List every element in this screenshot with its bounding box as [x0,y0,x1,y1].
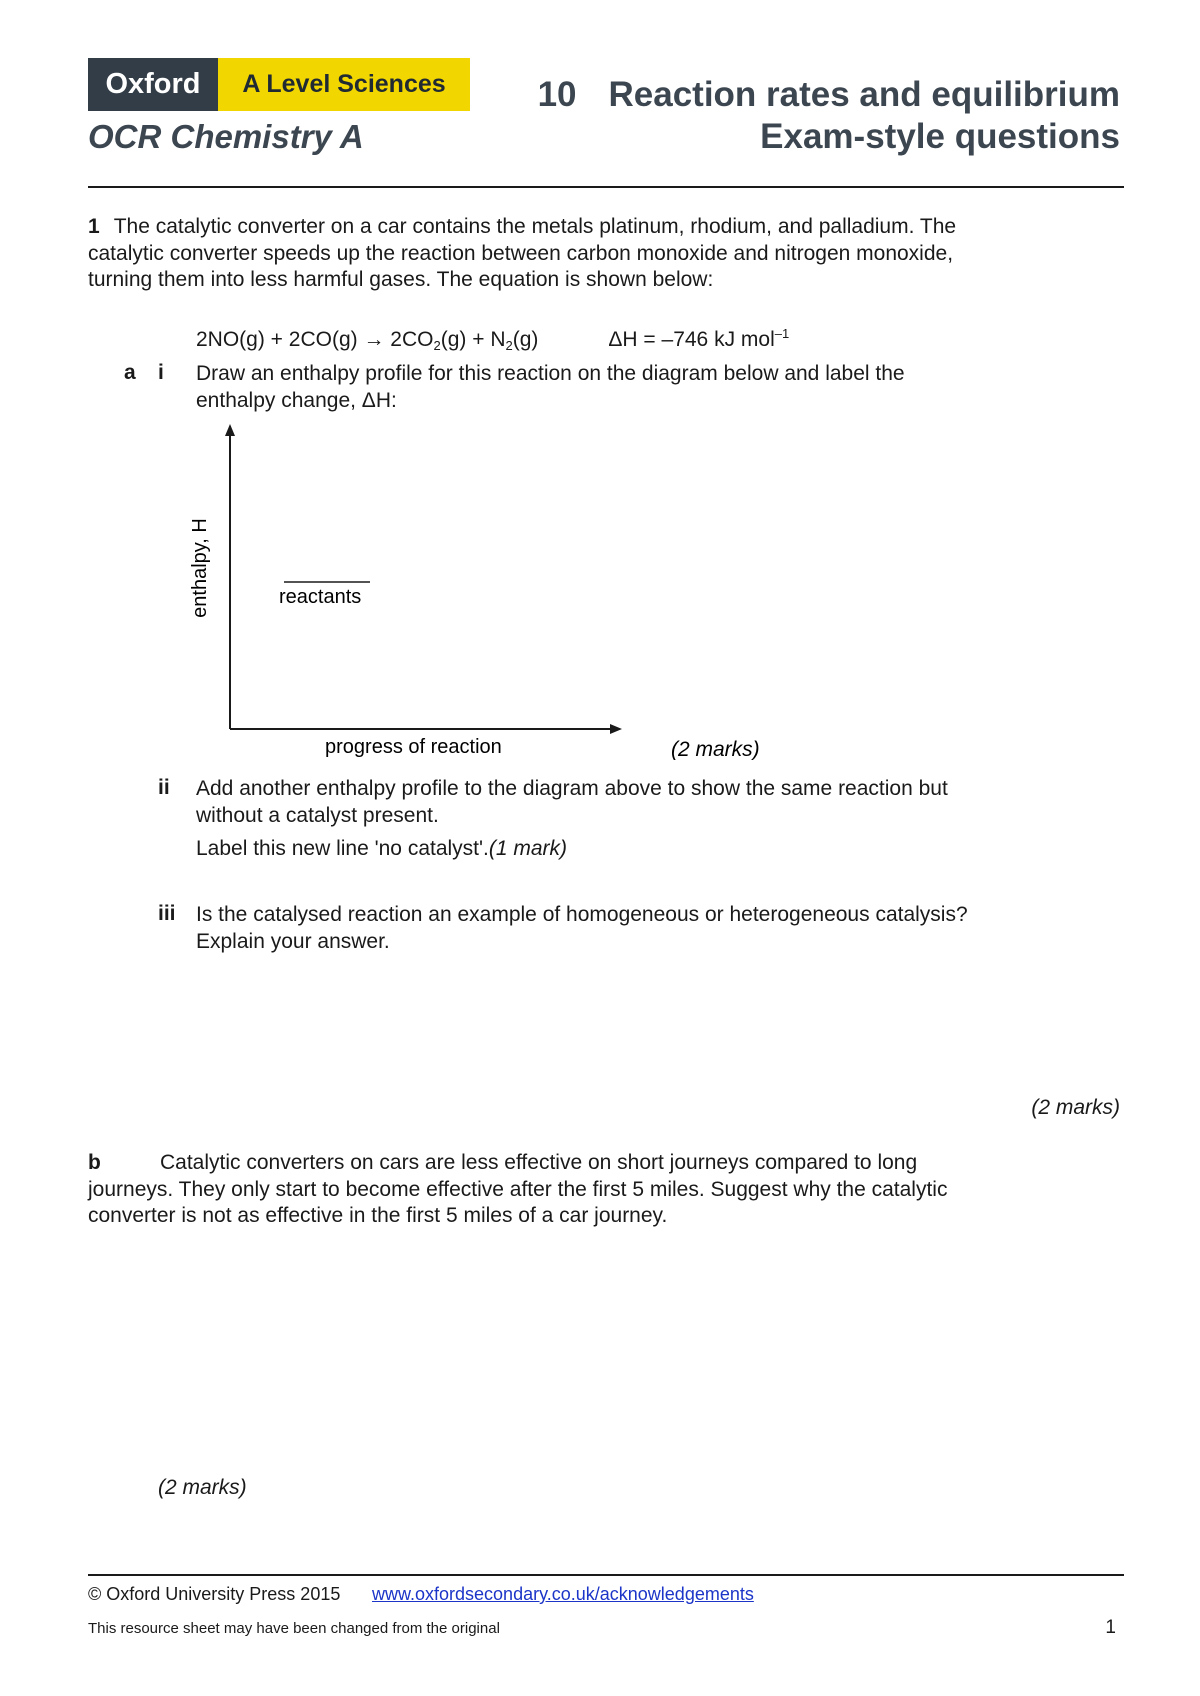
footer-divider [88,1574,1124,1576]
x-axis-label: progress of reaction [325,736,502,758]
part-a-iii-label: iii [158,902,176,925]
equation-subscript-2: 2 [505,338,513,353]
enthalpy-diagram [140,420,840,760]
part-a-ii-instruction [196,836,567,863]
part-a-iii-text: Is the catalysed reaction an example of homogeneous or heterogeneous catalysis? Explain your answer. [196,903,968,953]
part-a-ii-label: ii [158,776,170,799]
chapter-title: Reaction rates and equilibrium [608,75,1120,114]
question-1-text: The catalytic converter on a car contains the metals platinum, rhodium, and palladium. The catalytic converter speeds up the reaction between carbon monoxide and nitrogen monoxide, turning them into less harmful gases. The equation is shown below: [88,215,957,291]
part-a-i-label: i [158,361,164,384]
part-b-label: b [88,1151,101,1174]
enthalpy-change-value: ΔH = –746 kJ mol [608,328,775,351]
enthalpy-unit-superscript: –1 [774,326,790,341]
acknowledgements-link[interactable]: www.oxfordsecondary.co.uk/acknowledgements [372,1584,754,1604]
reaction-equation [196,326,789,353]
part-b-text-block [88,1150,988,1230]
part-a-iii-marks: (2 marks) [1031,1096,1120,1119]
reactants-label: reactants [279,586,362,608]
equation-part-3: (g) [512,328,539,351]
equation-part-1: 2NO(g) + 2CO(g) → 2CO [196,328,434,351]
equation-subscript-1: 2 [433,338,441,353]
part-a-i-marks: (2 marks) [671,738,760,760]
part-a-ii-marks: (1 mark) [488,837,568,860]
subject-title: OCR Chemistry A [88,118,364,155]
y-axis-arrowhead [225,424,235,436]
chapter-number: 10 [537,75,577,114]
disclaimer-text: This resource sheet may have been changed from the original [88,1620,500,1637]
part-a-ii-text: Add another enthalpy profile to the diagram above to show the same reaction but without a catalyst present. [196,777,948,827]
part-b-marks: (2 marks) [158,1476,247,1499]
header-divider [88,186,1124,188]
copyright-notice: © Oxford University Press 2015 [88,1584,341,1604]
chapter-heading [538,75,1120,115]
oxford-logo: Oxford [88,58,218,111]
no-catalyst-instruction: Label this new line 'no catalyst'. [196,837,489,860]
a-level-sciences-logo: A Level Sciences [218,58,470,111]
part-a-i-text: Draw an enthalpy profile for this reaction on the diagram below and label the enthalpy change, ΔH: [196,362,905,412]
part-b-text: Catalytic converters on cars are less effective on short journeys compared to long journeys. They only start to become effective after the first 5 miles. Suggest why the catalytic converter is not as effective in the first 5 miles of a car journey. [88,1151,948,1227]
y-axis-label: enthalpy, H [189,518,211,618]
x-axis-arrowhead [610,724,622,734]
part-a-label: a [124,361,136,384]
equation-part-2: (g) + N [440,328,506,351]
question-1-intro [88,214,988,294]
question-number: 1 [88,215,100,238]
sheet-title: Exam-style questions [760,117,1120,156]
page-number: 1 [1105,1617,1116,1638]
